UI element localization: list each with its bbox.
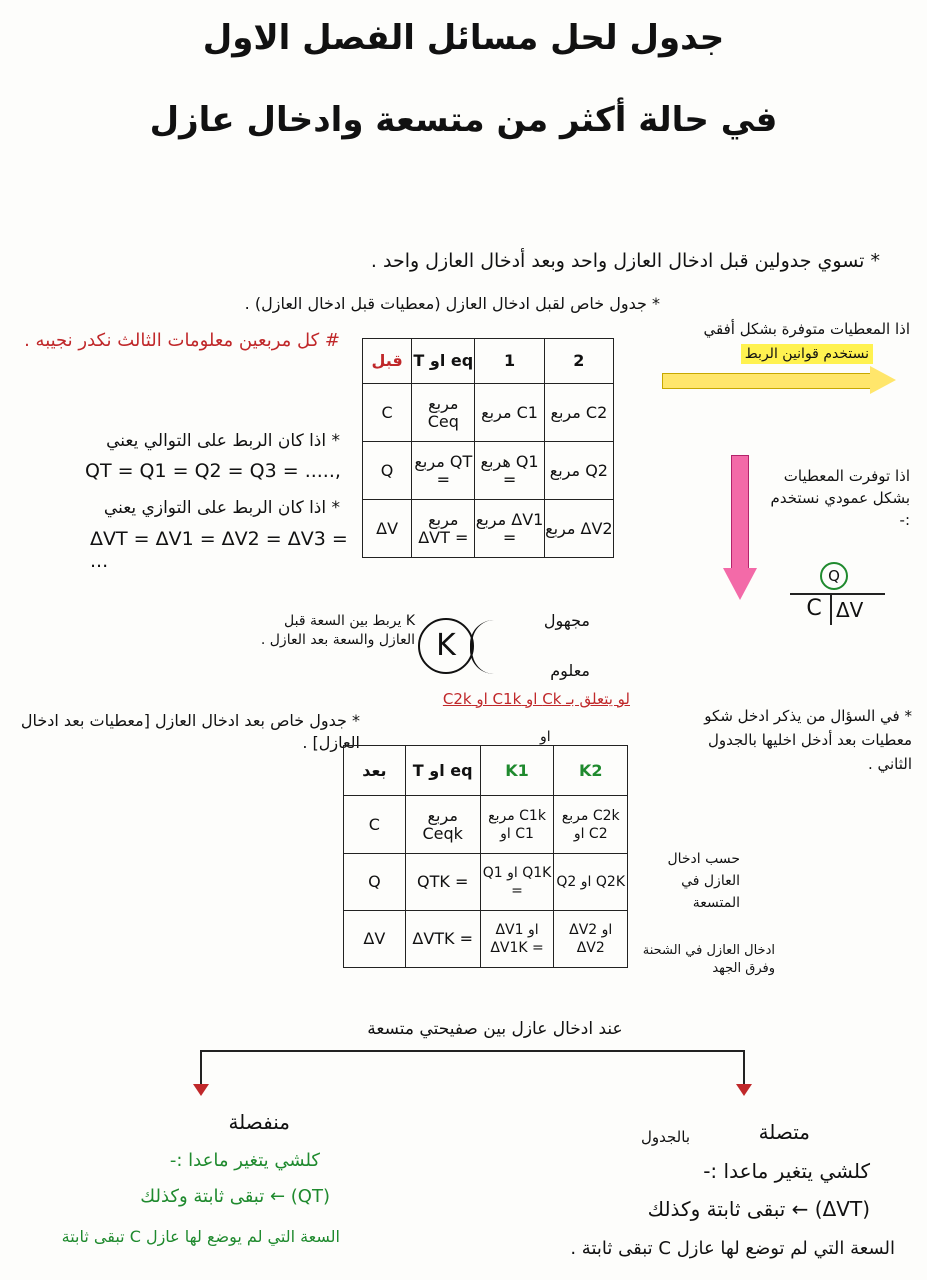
down-arrow-head-icon xyxy=(723,568,757,600)
formula-q: Q xyxy=(820,562,848,590)
table-cell: مربع Q2 xyxy=(544,442,613,500)
series-equation: QT = Q1 = Q2 = Q3 = ....., xyxy=(85,460,341,482)
table-header-cell: K2 xyxy=(554,746,628,796)
table-header-cell: T او eq xyxy=(405,746,480,796)
vertical-note: اذا توفرت المعطيات بشكل عمودي نستخدم :- xyxy=(770,467,910,529)
left-line-2: (QT) ← تبقى ثابتة وكذلك xyxy=(140,1186,330,1207)
parallel-note: * اذا كان الربط على التوازي يعني xyxy=(103,498,340,518)
table-before-caption: * جدول خاص لقبل ادخال العازل (معطيات قبل ادخال العازل) . xyxy=(244,294,660,313)
formula-divider-vertical xyxy=(830,595,832,625)
series-note: * اذا كان الربط على التوالي يعني xyxy=(106,431,340,451)
red-note: # كل مربعين معلومات الثالث نكدر نجيبه . xyxy=(24,330,340,351)
right-arrow-icon xyxy=(662,373,874,389)
or-label: او xyxy=(540,729,551,745)
table-cell: مربع ΔV2 xyxy=(544,500,613,558)
table-cell: مربع QT = xyxy=(412,442,475,500)
table-after xyxy=(343,745,628,968)
table-cell: مربع ΔV1 = xyxy=(475,500,544,558)
table-cell: ΔV2 او ΔV2 xyxy=(554,911,628,968)
parallel-equation: ΔVT = ΔV1 = ΔV2 = ΔV3 = ... xyxy=(90,528,348,572)
k-hint: لو يتعلق بـ Ck او C1k او C2k xyxy=(442,690,630,708)
table-header-cell: قبل xyxy=(363,339,412,384)
formula-dv: ΔV xyxy=(836,598,864,622)
row-label: Q xyxy=(344,854,406,911)
table-cell: QTK = xyxy=(405,854,480,911)
highlight-text: نستخدم قوانين الربط xyxy=(741,344,873,364)
row-label: Q xyxy=(363,442,412,500)
bottom-heading: عند ادخال عازل بين صفيحتي متسعة xyxy=(367,1019,623,1039)
table-header-cell: T او eq xyxy=(412,339,475,384)
row-label: C xyxy=(363,384,412,442)
table-cell: مربع C2 xyxy=(544,384,613,442)
table-cell: مربع ΔVT = xyxy=(412,500,475,558)
right-tag: بالجدول xyxy=(640,1128,690,1146)
tree-left-branch xyxy=(200,1050,202,1088)
question-note: * في السؤال من يذكر ادخل شكو معطيات بعد أدخل اخليها بالجدول الثاني . xyxy=(704,707,912,773)
right-title: متصلة xyxy=(758,1120,810,1144)
table-cell: Q1 او Q1K = xyxy=(480,854,554,911)
k-unknown: مجهول xyxy=(543,611,590,630)
table-cell: ΔVTK = xyxy=(405,911,480,968)
table-header-cell: 2 xyxy=(544,339,613,384)
table-before xyxy=(362,338,614,558)
horizontal-note: اذا المعطيات متوفرة بشكل أفقي xyxy=(703,320,910,338)
table-cell: مربع C1 xyxy=(475,384,544,442)
table-after-caption: * جدول خاص بعد ادخال العازل [معطيات بعد ادخال العازل] . xyxy=(20,711,360,752)
right-line-1: كلشي يتغير ماعدا :- xyxy=(703,1159,870,1183)
left-line-3: السعة التي لم يوضع لها عازل C تبقى ثابتة xyxy=(61,1227,340,1246)
right-line-2: (ΔVT) ← تبقى ثابتة وكذلك xyxy=(647,1197,870,1221)
k-brace-icon xyxy=(470,620,512,674)
right-line-3: السعة التي لم توضع لها عازل C تبقى ثابتة . xyxy=(570,1238,895,1259)
table-header-cell: بعد xyxy=(344,746,406,796)
page-title: جدول لحل مسائل الفصل الاول xyxy=(202,18,725,58)
k-circle: K xyxy=(418,618,474,674)
table-cell: مربع Ceqk xyxy=(405,796,480,854)
k-known: معلوم xyxy=(550,661,590,680)
inject-note: ادخال العازل في الشحنة وفرق الجهد xyxy=(642,943,775,976)
row-label: C xyxy=(344,796,406,854)
left-line-1: كلشي يتغير ماعدا :- xyxy=(169,1150,320,1171)
page-subtitle: في حالة أكثر من متسعة وادخال عازل xyxy=(149,100,778,140)
left-title: منفصلة xyxy=(228,1110,290,1134)
table-cell: هربع Q1 = xyxy=(475,442,544,500)
row-label: ΔV xyxy=(344,911,406,968)
tree-horizontal-line xyxy=(200,1050,745,1052)
right-arrow-head-icon xyxy=(870,366,896,394)
horizontal-highlight xyxy=(668,346,873,362)
depends-note: حسب ادخال العازل في المتسعة xyxy=(667,851,740,911)
table-cell: مربع C1k او C1 xyxy=(480,796,554,854)
row-label: ΔV xyxy=(363,500,412,558)
formula-c: C xyxy=(806,596,822,621)
table-cell: Q2 او Q2K xyxy=(554,854,628,911)
table-cell: ΔV1 او ΔV1K = xyxy=(480,911,554,968)
down-arrow-icon xyxy=(731,455,749,572)
right-arrow-down-icon xyxy=(736,1084,752,1096)
table-header-cell: K1 xyxy=(480,746,554,796)
k-description: K يربط بين السعة قبل العازل والسعة بعد العازل . xyxy=(260,613,415,648)
formula-divider xyxy=(790,593,885,595)
table-header-cell: 1 xyxy=(475,339,544,384)
table-cell: مربع C2k او C2 xyxy=(554,796,628,854)
table-cell: مربع Ceq xyxy=(412,384,475,442)
tree-right-branch xyxy=(743,1050,745,1088)
left-arrow-down-icon xyxy=(193,1084,209,1096)
intro-note: * تسوي جدولين قبل ادخال العازل واحد وبعد أدخال العازل واحد . xyxy=(370,250,880,272)
